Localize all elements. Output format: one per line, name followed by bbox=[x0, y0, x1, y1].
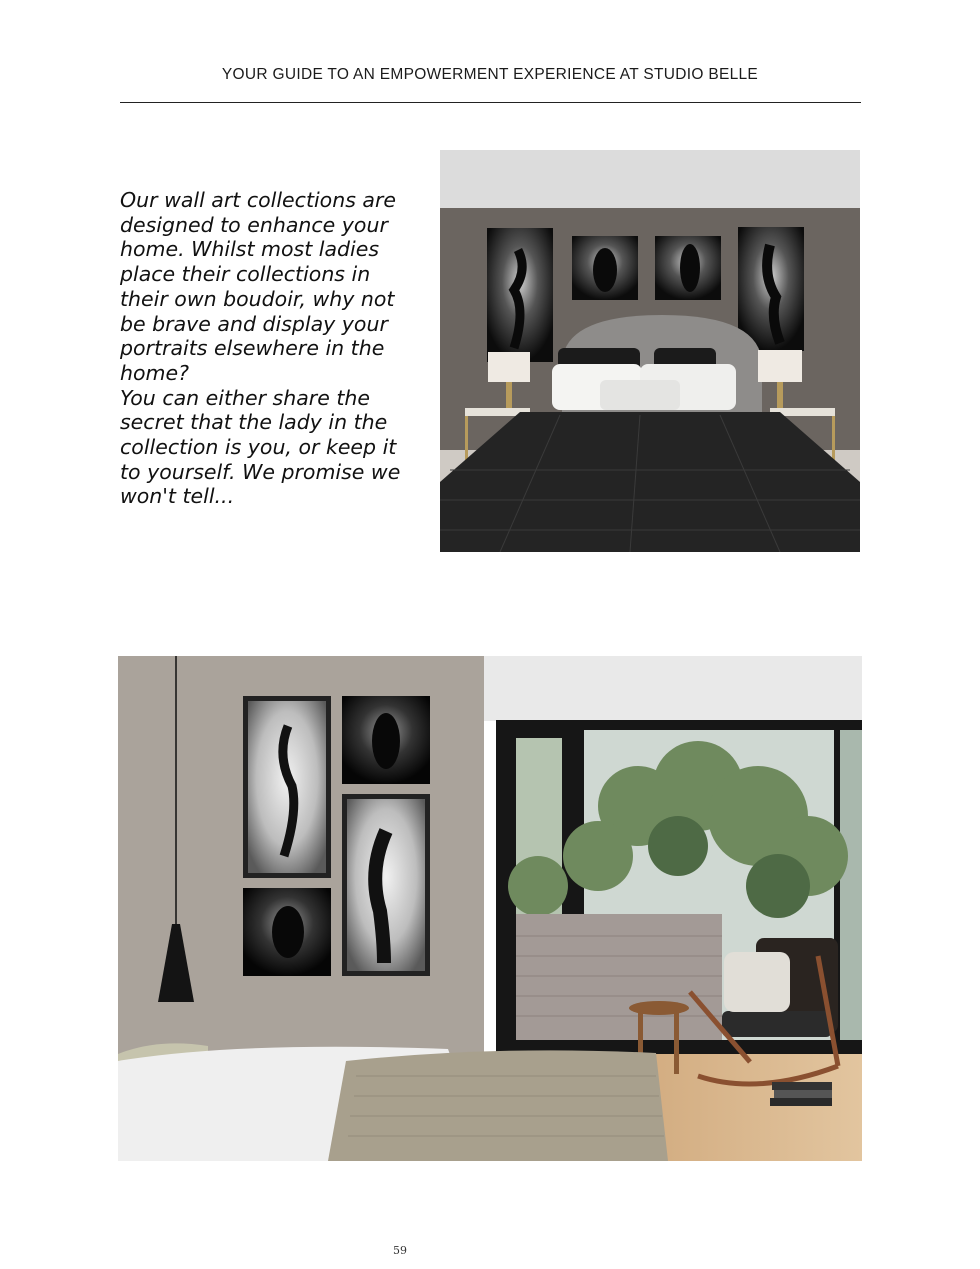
framed-print-1 bbox=[487, 228, 553, 362]
framed-print-dark-2 bbox=[243, 888, 331, 976]
bedroom-light-photo bbox=[118, 656, 862, 1161]
framed-print-3 bbox=[655, 236, 721, 300]
intro-paragraph-2: You can either share the secret that the lady in the collection is you, or keep it to yourself. We promise we won't tell... bbox=[120, 385, 401, 509]
header-divider bbox=[120, 102, 861, 103]
page-header: YOUR GUIDE TO AN EMPOWERMENT EXPERIENCE AT STUDIO BELLE bbox=[221, 66, 759, 83]
intro-paragraph-1: Our wall art collections are designed to enhance your home. Whilst most ladies place their collections in their own boudoir, why not be brave and display your portraits elsewhere in the home? bbox=[120, 188, 397, 385]
page-number: 59 bbox=[393, 1244, 407, 1257]
framed-print-dark-1 bbox=[342, 696, 430, 784]
framed-print-window bbox=[342, 794, 430, 976]
framed-print-dancer bbox=[243, 696, 331, 878]
intro-text bbox=[120, 188, 420, 509]
framed-print-2 bbox=[572, 236, 638, 300]
framed-print-4 bbox=[738, 227, 804, 351]
bedroom-dark-photo bbox=[440, 150, 860, 552]
